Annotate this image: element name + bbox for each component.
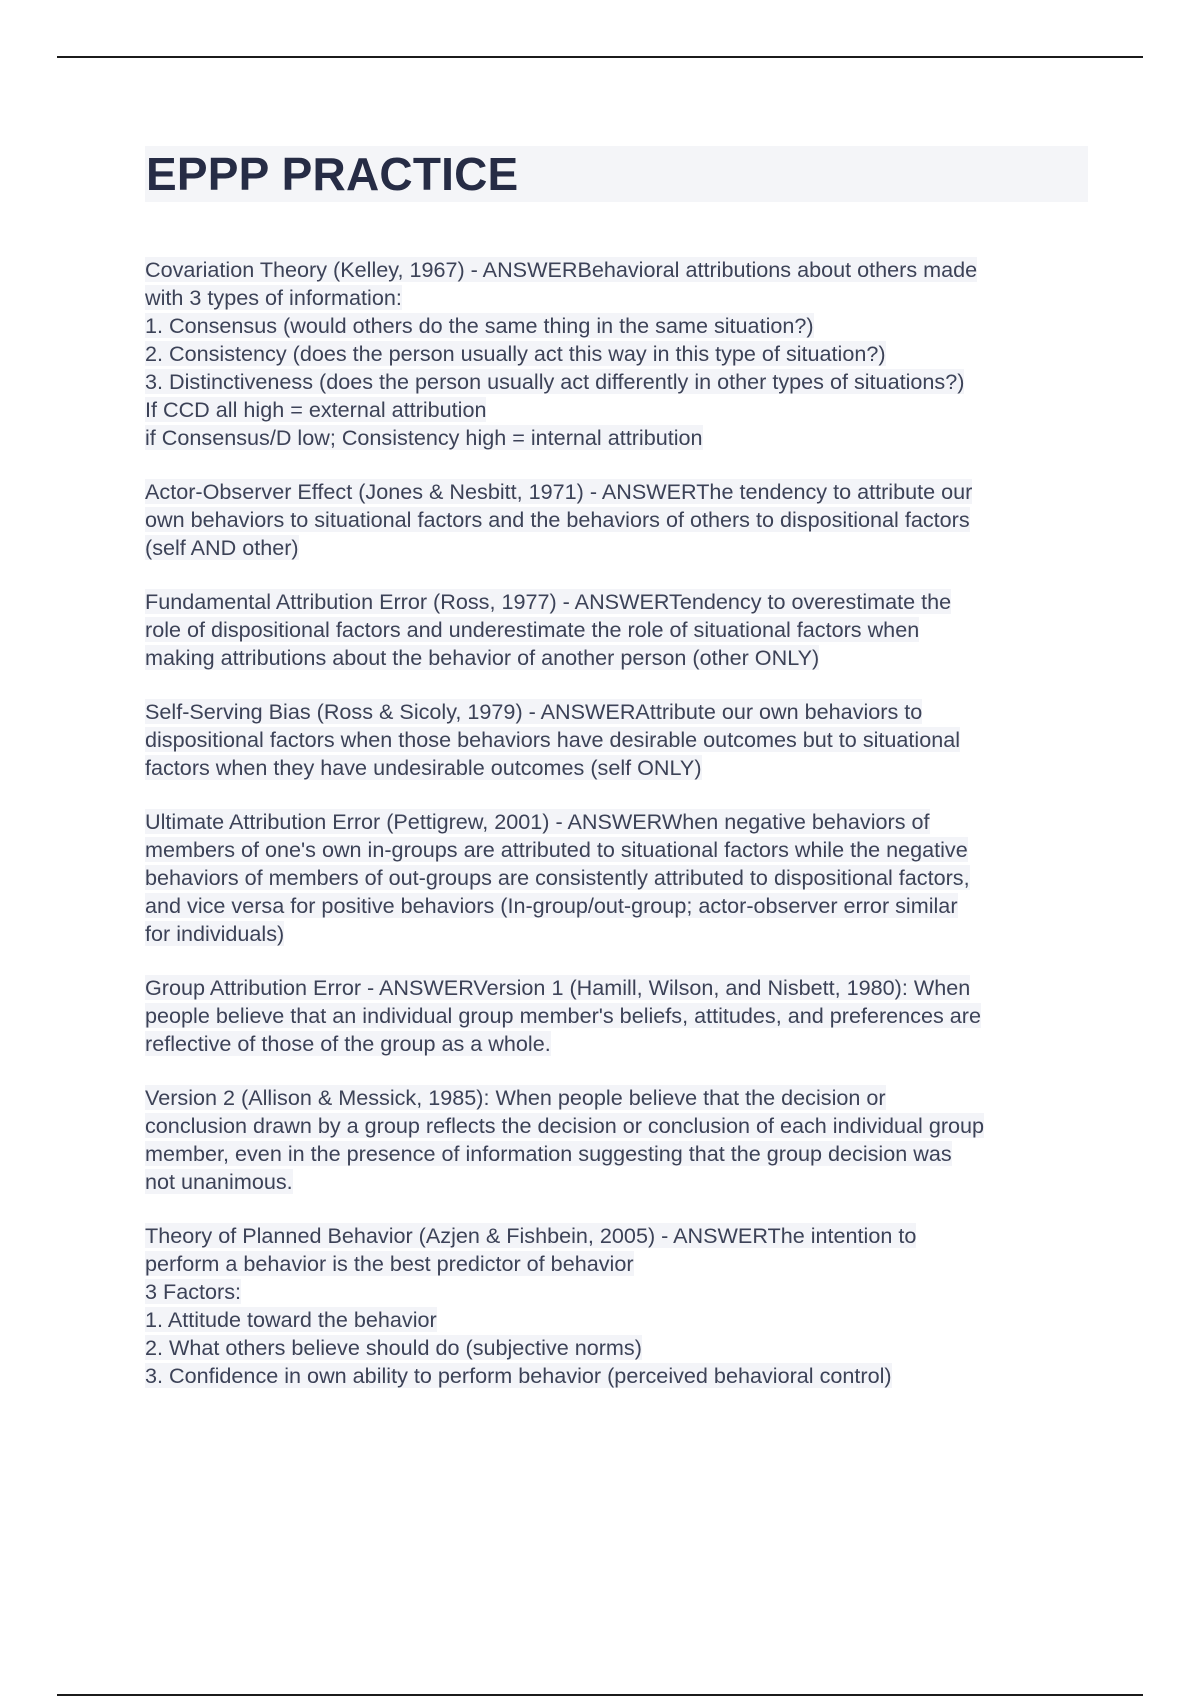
- text-line: 2. What others believe should do (subjective norms): [145, 1335, 642, 1360]
- text-line: with 3 types of information:: [145, 285, 402, 310]
- text-line: members of one's own in-groups are attributed to situational factors while the negative: [145, 837, 968, 862]
- top-divider: [57, 56, 1143, 58]
- text-line: and vice versa for positive behaviors (In-group/out-group; actor-observer error similar: [145, 893, 958, 918]
- flashcard-group-attribution-version-2: [145, 1084, 1090, 1196]
- flashcard-fundamental-attribution-error: [145, 588, 1090, 672]
- text-line: 3. Confidence in own ability to perform behavior (perceived behavioral control): [145, 1363, 892, 1388]
- text-line: reflective of those of the group as a whole.: [145, 1031, 551, 1056]
- text-line: Theory of Planned Behavior (Azjen & Fishbein, 2005) - ANSWERThe intention to: [145, 1223, 917, 1248]
- text-line: 3 Factors:: [145, 1279, 242, 1304]
- text-line: 1. Attitude toward the behavior: [145, 1307, 437, 1332]
- flashcard-covariation-theory: [145, 256, 1090, 452]
- page-title: EPPP PRACTICE: [145, 146, 1088, 202]
- text-line: Group Attribution Error - ANSWERVersion 1 (Hamill, Wilson, and Nisbett, 1980): When: [145, 975, 971, 1000]
- text-line: If CCD all high = external attribution: [145, 397, 487, 422]
- bottom-divider: [57, 1694, 1143, 1696]
- text-line: Version 2 (Allison & Messick, 1985): When people believe that the decision or: [145, 1085, 886, 1110]
- text-line: factors when they have undesirable outcomes (self ONLY): [145, 755, 702, 780]
- text-line: Covariation Theory (Kelley, 1967) - ANSWERBehavioral attributions about others made: [145, 257, 978, 282]
- text-line: if Consensus/D low; Consistency high = internal attribution: [145, 425, 703, 450]
- flashcard-self-serving-bias: [145, 698, 1090, 782]
- text-line: Ultimate Attribution Error (Pettigrew, 2001) - ANSWERWhen negative behaviors of: [145, 809, 930, 834]
- flashcard-ultimate-attribution-error: [145, 808, 1090, 948]
- text-line: Self-Serving Bias (Ross & Sicoly, 1979) - ANSWERAttribute our own behaviors to: [145, 699, 923, 724]
- text-line: own behaviors to situational factors and the behaviors of others to dispositional factors: [145, 507, 970, 532]
- text-line: member, even in the presence of information suggesting that the group decision was: [145, 1141, 952, 1166]
- text-line: for individuals): [145, 921, 285, 946]
- text-line: role of dispositional factors and underestimate the role of situational factors when: [145, 617, 920, 642]
- text-line: 3. Distinctiveness (does the person usually act differently in other types of situations?): [145, 369, 965, 394]
- text-line: making attributions about the behavior of another person (other ONLY): [145, 645, 820, 670]
- flashcard-group-attribution-error: [145, 974, 1090, 1058]
- text-line: dispositional factors when those behaviors have desirable outcomes but to situational: [145, 727, 961, 752]
- text-line: perform a behavior is the best predictor of behavior: [145, 1251, 634, 1276]
- flashcard-list: [145, 256, 1090, 1416]
- text-line: conclusion drawn by a group reflects the decision or conclusion of each individual group: [145, 1113, 985, 1138]
- flashcard-theory-of-planned-behavior: [145, 1222, 1090, 1390]
- text-line: 2. Consistency (does the person usually act this way in this type of situation?): [145, 341, 886, 366]
- text-line: behaviors of members of out-groups are consistently attributed to dispositional factors,: [145, 865, 970, 890]
- text-line: people believe that an individual group member's beliefs, attitudes, and preferences are: [145, 1003, 981, 1028]
- text-line: Fundamental Attribution Error (Ross, 1977) - ANSWERTendency to overestimate the: [145, 589, 952, 614]
- text-line: 1. Consensus (would others do the same thing in the same situation?): [145, 313, 814, 338]
- flashcard-actor-observer-effect: [145, 478, 1090, 562]
- text-line: Actor-Observer Effect (Jones & Nesbitt, 1971) - ANSWERThe tendency to attribute our: [145, 479, 973, 504]
- text-line: (self AND other): [145, 535, 299, 560]
- text-line: not unanimous.: [145, 1169, 293, 1194]
